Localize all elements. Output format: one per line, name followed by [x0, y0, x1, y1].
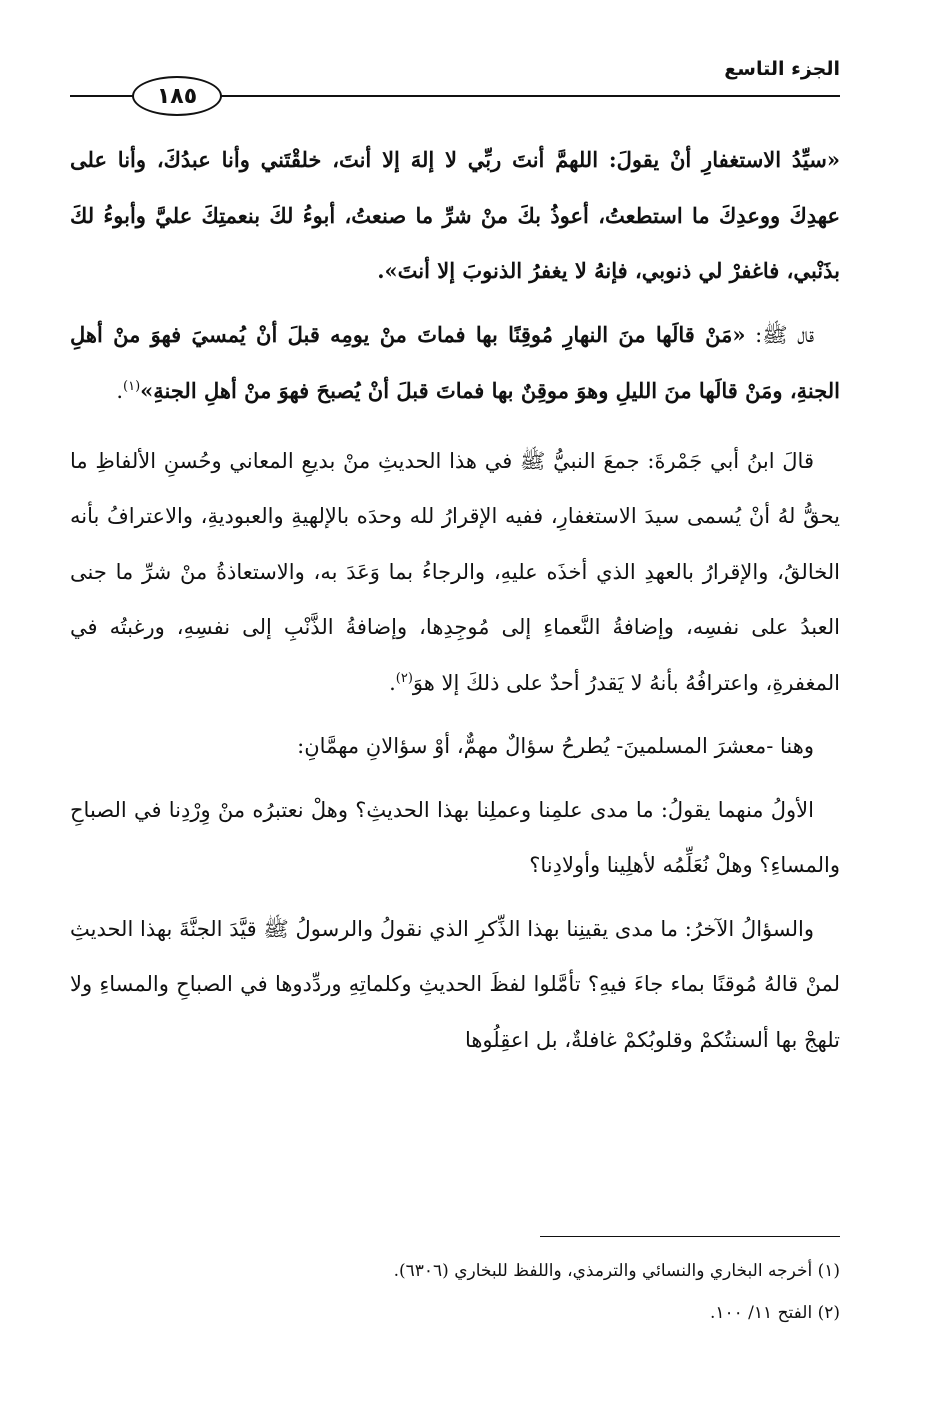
hadith-sayyid-al-istighfar: «سيِّدُ الاستغفارِ أنْ يقولَ: اللهمَّ أنتَ ربِّي لا إلهَ إلا أنتَ، خلقْتَني وأنا عبدُكَ، وأنا على عهدِكَ ووعدِكَ ما استطعتُ، أعوذُ بكَ منْ شرِّ ما صنعتُ، أبوءُ لكَ بنعمتِكَ عليَّ وأبوءُ لكَ بذَنْبي، فاغفرْ لي ذنوبي، فإنهُ لا يغفرُ الذنوبَ إلا أنتَ».	[70, 147, 840, 283]
second-question: والسؤالُ الآخرُ: ما مدى يقينِنا بهذا الذِّكرِ الذي نقولُ والرسولُ ﷺ قيَّدَ الجنَّةَ بهذا الحديثِ لمنْ قالهُ مُوقنًا بماء جاءَ فيهِ؟ تأمَّلوا لفظَ الحديثِ وكلماتِهِ وردِّدوها في الصباحِ والمساءِ ولا تلهجْ بها ألسنتُكمْ وقلوبُكمْ غافلةٌ، بل اعقِلُوها	[70, 916, 840, 1052]
first-question: الأولُ منهما يقولُ: ما مدى علمِنا وعملِنا بهذا الحديثِ؟ وهلْ نعتبرُه منْ وِرْدِنا في الصباحِ والمساءِ؟ وهلْ نُعَلِّمُه لأهلِينا وأولادِنا؟	[70, 797, 840, 877]
ibn-abi-jamra-commentary	[70, 434, 840, 712]
footnote-rule	[540, 1236, 840, 1237]
main-text	[70, 132, 840, 1068]
footnote-ref-1: (١)	[123, 379, 141, 394]
hadith-merit-paragraph	[70, 307, 840, 420]
footnotes	[70, 1250, 840, 1334]
period: .	[116, 379, 124, 403]
page-number: ١٨٥	[132, 76, 222, 116]
period: .	[389, 670, 396, 695]
running-title: الجزء التاسع	[724, 58, 840, 80]
commentary-text: قالَ ابنُ أبي جَمْرةَ: جمعَ النبيُّ ﷺ في هذا الحديثِ منْ بديعِ المعاني وحُسنِ الألفاظِ ما يحقُّ لهُ أنْ يُسمى سيدَ الاستغفارِ، ففيه الإقرارُ لله وحدَه بالإلهيةِ والعبوديةِ، والاعترافُ بأنه الخالقُ، والإقرارُ بالعهدِ الذي أخذَه عليهِ، والرجاءُ بما وَعَدَ به، والاستعاذةُ منْ شرِّ ما جنى العبدُ على نفسِه، وإضافةُ النَّعماءِ إلى مُوجِدِها، وإضافةُ الذَّنْبِ إلى نفسِهِ، ورغبتُه في المغفرةِ، واعترافُهُ بأنهُ لا يَقدرُ أحدٌ على ذلكَ إلا هوَ	[70, 448, 840, 695]
footnote-2: (٢) الفتح ١١/ ١٠٠.	[709, 1303, 840, 1323]
hadith-intro: قال ﷺ:	[745, 322, 814, 347]
question-intro: وهنا -معشرَ المسلمينَ- يُطرحُ سؤالٌ مهمٌّ، أوْ سؤالانِ مهمَّانِ:	[297, 734, 814, 758]
footnote-ref-2: (٢)	[395, 670, 413, 686]
footnote-1: (١) أخرجه البخاري والنسائي والترمذي، واللفظ للبخاري (٦٣٠٦).	[393, 1261, 840, 1281]
hadith-merit-quote: «مَنْ قالَها منَ النهارِ مُوقِنًا بها فماتَ منْ يومِه قبلَ أنْ يُمسيَ فهوَ منْ أهلِ الجنةِ، ومَنْ قالَها منَ الليلِ وهوَ موقِنٌ بها فماتَ قبلَ أنْ يُصبحَ فهوَ منْ أهلِ الجنةِ»	[70, 321, 840, 403]
